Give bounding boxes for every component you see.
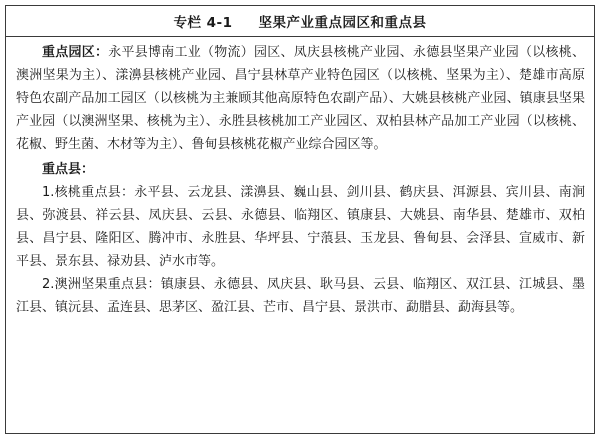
counties-heading: 重点县：	[42, 162, 95, 177]
parks-text: 永平县博南工业（物流）园区、凤庆县核桃产业园、永德县坚果产业园（以核桃、澳洲坚果为主）、漾濞县核桃产业园、昌宁县林草产业特色园区（以核桃、坚果为主）、楚雄市高原特色农副产品加工园区（以核桃为主兼顾其他高原特色农副产品）、大姚县核桃产业园、镇康县坚果产业园（以澳洲坚果、核桃为主）、永胜县核桃加工产业园区、双柏县林产品加工产业园（以核桃、花椒、野生菌、木材等为主）、鲁甸县核桃花椒产业综合园区等。	[16, 45, 585, 152]
box-label: 专栏 4-1	[173, 15, 233, 31]
box-body	[6, 37, 594, 319]
box-title-row	[6, 6, 594, 37]
document-box	[5, 5, 595, 434]
parks-paragraph	[16, 41, 585, 156]
macadamia-counties-item: 2.澳洲坚果重点县：镇康县、永德县、凤庆县、耿马县、云县、临翔区、双江县、江城县、墨江县、镇沅县、孟连县、思茅区、盈江县、芒市、昌宁县、景洪市、勐腊县、勐海县等。	[16, 277, 585, 315]
parks-heading: 重点园区：	[42, 45, 109, 60]
walnut-counties-item: 1.核桃重点县：永平县、云龙县、漾濞县、巍山县、剑川县、鹤庆县、洱源县、宾川县、南涧县、弥渡县、祥云县、凤庆县、云县、永德县、临翔区、镇康县、大姚县、南华县、楚雄市、双柏县、昌宁县、隆阳区、腾冲市、永胜县、华坪县、宁蒗县、玉龙县、鲁甸县、会泽县、宣威市、新平县、景东县、禄劝县、泸水市等。	[16, 185, 585, 269]
box-title: 坚果产业重点园区和重点县	[258, 15, 427, 31]
